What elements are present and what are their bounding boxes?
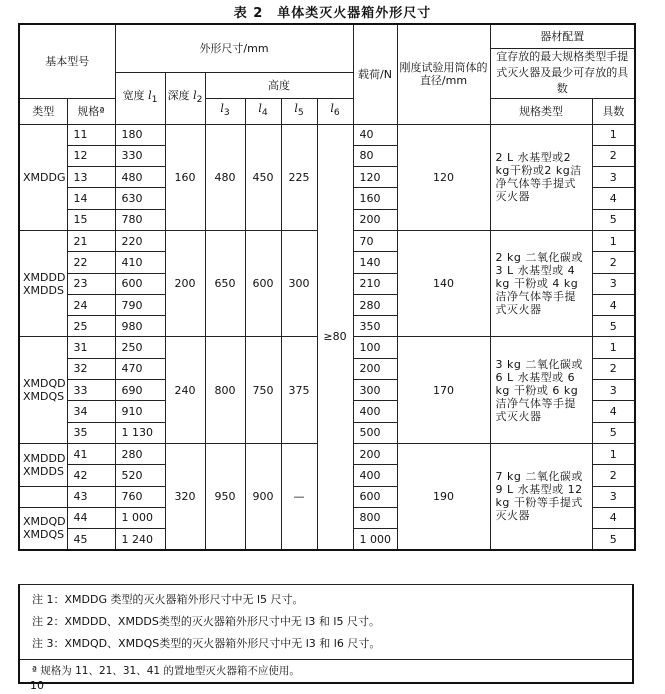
spec-code-cell: 14 xyxy=(67,188,115,209)
width-cell: 280 xyxy=(115,443,165,464)
type-cell: XMDDG xyxy=(19,124,67,230)
count-cell: 3 xyxy=(592,486,635,507)
load-cell: 400 xyxy=(353,465,397,486)
type-cell: XMDQD XMDQS xyxy=(19,337,67,443)
l3-cell: 650 xyxy=(205,230,245,336)
header-l5: $l_5$ xyxy=(281,98,317,124)
count-cell: 2 xyxy=(592,358,635,379)
count-cell: 4 xyxy=(592,188,635,209)
count-cell: 2 xyxy=(592,145,635,166)
l5-cell: — xyxy=(281,443,317,549)
count-cell: 2 xyxy=(592,465,635,486)
count-cell: 1 xyxy=(592,443,635,464)
count-cell: 3 xyxy=(592,167,635,188)
count-cell: 1 xyxy=(592,124,635,145)
count-cell: 3 xyxy=(592,273,635,294)
width-cell: 220 xyxy=(115,230,165,251)
width-cell: 1 130 xyxy=(115,422,165,443)
type-cell: XMDDD XMDDS xyxy=(19,230,67,336)
spec-type-cell: 2 L 水基型或2 kg干粉或2 kg洁净气体等手提式灭火器 xyxy=(490,124,592,230)
spec-code-cell: 34 xyxy=(67,401,115,422)
load-cell: 140 xyxy=(353,252,397,273)
l3-cell: 800 xyxy=(205,337,245,443)
l6-cell: ≥80 xyxy=(317,124,353,550)
header-spec-type: 规格类型 xyxy=(490,98,592,124)
spec-code-cell: 44 xyxy=(67,507,115,528)
load-cell: 200 xyxy=(353,209,397,230)
width-cell: 600 xyxy=(115,273,165,294)
spec-type-cell: 2 kg 二氧化碳或 3 L 水基型或 4 kg 干粉或 4 kg 洁净气体等手提式灭火器 xyxy=(490,230,592,336)
header-base-model: 基本型号 xyxy=(19,24,115,98)
spec-code-cell: 33 xyxy=(67,380,115,401)
spec-code-cell: 11 xyxy=(67,124,115,145)
width-cell: 410 xyxy=(115,252,165,273)
depth-cell: 240 xyxy=(165,337,205,443)
rigidity-cell: 190 xyxy=(397,443,490,549)
load-cell: 500 xyxy=(353,422,397,443)
width-cell: 980 xyxy=(115,316,165,337)
width-cell: 520 xyxy=(115,465,165,486)
load-cell: 200 xyxy=(353,358,397,379)
l5-cell: 225 xyxy=(281,124,317,230)
load-cell: 70 xyxy=(353,230,397,251)
header-rigidity: 刚度试验用筒体的直径/mm xyxy=(397,24,490,124)
header-outer-size: 外形尺寸/mm xyxy=(115,24,353,72)
count-cell: 5 xyxy=(592,422,635,443)
header-equipment: 器材配置 xyxy=(490,24,635,48)
spec-code-cell: 24 xyxy=(67,294,115,315)
l4-cell: 750 xyxy=(245,337,281,443)
header-l6: $l_6$ xyxy=(317,98,353,124)
dimension-table xyxy=(18,23,636,551)
count-cell: 4 xyxy=(592,294,635,315)
load-cell: 280 xyxy=(353,294,397,315)
count-cell: 5 xyxy=(592,316,635,337)
spec-type-cell: 3 kg 二氧化碳或 6 L 水基型或 6 kg 干粉或 6 kg 洁净气体等手提式灭火器 xyxy=(490,337,592,443)
load-cell: 100 xyxy=(353,337,397,358)
width-cell: 910 xyxy=(115,401,165,422)
load-cell: 80 xyxy=(353,145,397,166)
spec-code-cell: 35 xyxy=(67,422,115,443)
header-depth: 深度 $l_2$ xyxy=(165,72,205,124)
spec-code-cell: 42 xyxy=(67,465,115,486)
count-cell: 3 xyxy=(592,380,635,401)
count-cell: 1 xyxy=(592,337,635,358)
spec-code-cell: 23 xyxy=(67,273,115,294)
type-cell-empty xyxy=(19,486,67,507)
width-cell: 330 xyxy=(115,145,165,166)
spec-code-cell: 21 xyxy=(67,230,115,251)
header-width: 宽度 $l_1$ xyxy=(115,72,165,124)
footnote: ª 规格为 11、21、31、41 的置地型灭火器箱不应使用。 xyxy=(32,665,300,677)
width-cell: 760 xyxy=(115,486,165,507)
spec-code-cell: 25 xyxy=(67,316,115,337)
width-cell: 630 xyxy=(115,188,165,209)
notes-divider xyxy=(20,659,632,660)
width-cell: 1 240 xyxy=(115,529,165,550)
type-cell: XMDDD XMDDS xyxy=(19,443,67,486)
l4-cell: 600 xyxy=(245,230,281,336)
depth-cell: 160 xyxy=(165,124,205,230)
width-cell: 690 xyxy=(115,380,165,401)
note-1: 注 1：XMDDG 类型的灭火器箱外形尺寸中无 l5 尺寸。 xyxy=(32,593,304,606)
rigidity-cell: 120 xyxy=(397,124,490,230)
spec-code-cell: 41 xyxy=(67,443,115,464)
header-type: 类型 xyxy=(19,98,67,124)
header-l3: $l_3$ xyxy=(205,98,245,124)
width-cell: 180 xyxy=(115,124,165,145)
notes-box xyxy=(18,584,634,684)
count-cell: 5 xyxy=(592,209,635,230)
width-cell: 480 xyxy=(115,167,165,188)
header-height: 高度 xyxy=(205,72,353,98)
l5-cell: 300 xyxy=(281,230,317,336)
l3-cell: 480 xyxy=(205,124,245,230)
load-cell: 350 xyxy=(353,316,397,337)
depth-cell: 200 xyxy=(165,230,205,336)
load-cell: 200 xyxy=(353,443,397,464)
spec-code-cell: 15 xyxy=(67,209,115,230)
depth-cell: 320 xyxy=(165,443,205,549)
width-cell: 470 xyxy=(115,358,165,379)
spec-code-cell: 43 xyxy=(67,486,115,507)
load-cell: 300 xyxy=(353,380,397,401)
spec-code-cell: 31 xyxy=(67,337,115,358)
count-cell: 5 xyxy=(592,529,635,550)
load-cell: 160 xyxy=(353,188,397,209)
spec-code-cell: 32 xyxy=(67,358,115,379)
l4-cell: 450 xyxy=(245,124,281,230)
count-cell: 2 xyxy=(592,252,635,273)
l4-cell: 900 xyxy=(245,443,281,549)
load-cell: 1 000 xyxy=(353,529,397,550)
load-cell: 400 xyxy=(353,401,397,422)
spec-code-cell: 22 xyxy=(67,252,115,273)
width-cell: 1 000 xyxy=(115,507,165,528)
load-cell: 40 xyxy=(353,124,397,145)
l5-cell: 375 xyxy=(281,337,317,443)
spec-code-cell: 45 xyxy=(67,529,115,550)
width-cell: 780 xyxy=(115,209,165,230)
table-row xyxy=(19,124,635,145)
type-cell: XMDQD XMDQS xyxy=(19,507,67,550)
header-spec: 规格ª xyxy=(67,98,115,124)
note-3: 注 3：XMDQD、XMDQS类型的灭火器箱外形尺寸中无 l3 和 l6 尺寸。 xyxy=(32,637,381,650)
count-cell: 1 xyxy=(592,230,635,251)
rigidity-cell: 170 xyxy=(397,337,490,443)
load-cell: 210 xyxy=(353,273,397,294)
load-cell: 800 xyxy=(353,507,397,528)
spec-code-cell: 13 xyxy=(67,167,115,188)
spec-type-cell: 7 kg 二氧化碳或 9 L 水基型或 12 kg 干粉等手提式灭火器 xyxy=(490,443,592,549)
note-2: 注 2：XMDDD、XMDDS类型的灭火器箱外形尺寸中无 l3 和 l5 尺寸。 xyxy=(32,615,380,628)
header-l4: $l_4$ xyxy=(245,98,281,124)
table-title: 表 2 单体类灭火器箱外形尺寸 xyxy=(233,6,432,21)
width-cell: 250 xyxy=(115,337,165,358)
header-load: 载荷/N xyxy=(353,24,397,124)
count-cell: 4 xyxy=(592,401,635,422)
load-cell: 120 xyxy=(353,167,397,188)
page-number: 10 xyxy=(30,679,44,692)
header-equipment-desc: 宜存放的最大规格类型手提式灭火器及最少可存放的具数 xyxy=(490,48,635,98)
load-cell: 600 xyxy=(353,486,397,507)
header-count: 具数 xyxy=(592,98,635,124)
width-cell: 790 xyxy=(115,294,165,315)
rigidity-cell: 140 xyxy=(397,230,490,336)
count-cell: 4 xyxy=(592,507,635,528)
spec-code-cell: 12 xyxy=(67,145,115,166)
l3-cell: 950 xyxy=(205,443,245,549)
